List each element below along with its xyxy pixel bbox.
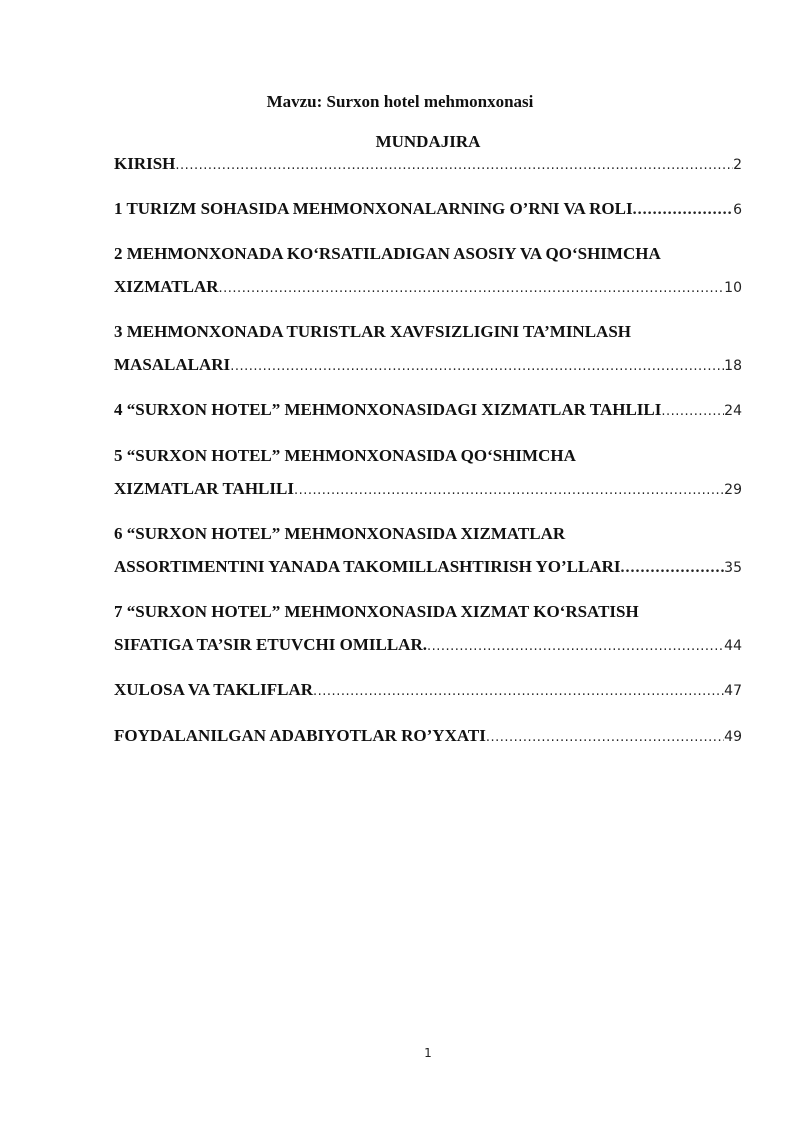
toc-entry-title: 3 MEHMONXONADA TURISTLAR XAVFSIZLIGINI TA’MINLASH [114,322,632,341]
toc-title: MUNDAJIRA [375,132,481,151]
toc-entry-title: XULOSA VA TAKLIFLAR [114,680,314,699]
toc-entry-page: 2 [733,157,742,173]
toc-entry-chapter-4[interactable] [114,400,742,424]
toc-dot-leader [621,559,725,577]
toc-entry-page: 18 [724,358,742,374]
document-subject: Mavzu: Surxon hotel mehmonxonasi [266,92,534,111]
toc-entry-title: 6 “SURXON HOTEL” MEHMONXONASIDA XIZMATLAR [114,524,566,543]
toc-entry-title: 4 “SURXON HOTEL” MEHMONXONASIDAGI XIZMATLAR TAHLILI [114,400,662,419]
toc-entry-chapter-1[interactable] [114,199,742,223]
toc-entry-title: XIZMATLAR [114,277,219,296]
toc-dot-leader [633,201,734,219]
toc-entry-chapter-3-line-2[interactable] [114,355,742,379]
toc-entry-introduction[interactable] [114,154,742,178]
toc-entry-page: 29 [724,482,742,498]
toc-entry-chapter-2-line-2[interactable] [114,277,742,301]
toc-entry-page: 44 [724,638,742,654]
toc-entry-title: SIFATIGA TA’SIR ETUVCHI OMILLAR. [114,635,427,654]
toc-entry-chapter-7-line-1[interactable] [114,602,742,626]
toc-entry-chapter-5-line-1[interactable] [114,446,742,470]
toc-entry-title: 7 “SURXON HOTEL” MEHMONXONASIDA XIZMAT KO‘RSATISH [114,602,639,621]
toc-dot-leader [230,359,724,374]
toc-dot-leader [219,281,725,296]
toc-entry-chapter-6-line-2[interactable] [114,557,742,581]
toc-dot-leader [661,404,724,419]
page-number: 1 [424,1046,432,1060]
toc-entry-chapter-6-line-1[interactable] [114,524,742,548]
toc-entry-chapter-2-line-1[interactable] [114,244,742,268]
toc-dot-leader [313,684,724,699]
toc-entry-title: 2 MEHMONXONADA KO‘RSATILADIGAN ASOSIY VA QO‘SHIMCHA [114,244,661,263]
toc-dot-leader [486,730,724,745]
toc-dot-leader [427,639,724,654]
toc-entry-chapter-5-line-2[interactable] [114,479,742,503]
toc-entry-title: 5 “SURXON HOTEL” MEHMONXONASIDA QO‘SHIMCHA [114,446,576,465]
toc-entry-title: XIZMATLAR TAHLILI [114,479,294,498]
toc-entry-page: 6 [733,202,742,218]
toc-entry-title: FOYDALANILGAN ADABIYOTLAR RO’YXATI [114,726,486,745]
toc-dot-leader [294,483,724,498]
toc-entry-page: 49 [724,729,742,745]
toc-dot-leader [175,158,733,173]
toc-entry-page: 47 [724,683,742,699]
toc-entry-page: 24 [724,403,742,419]
toc-entry-conclusion[interactable] [114,680,742,704]
toc-entry-page: 10 [724,280,742,296]
toc-entry-title: 1 TURIZM SOHASIDA MEHMONXONALARNING O’RNI VA ROLI [114,199,633,218]
toc-entry-title: KIRISH [114,154,176,173]
toc-entry-title: ASSORTIMENTINI YANADA TAKOMILLASHTIRISH YO’LLARI [114,557,621,576]
toc-entry-chapter-7-line-2[interactable] [114,635,742,659]
toc-entry-chapter-3-line-1[interactable] [114,322,742,346]
toc-entry-page: 35 [724,560,742,576]
toc-entry-title: MASALALARI [114,355,231,374]
toc-entry-references[interactable] [114,726,742,750]
